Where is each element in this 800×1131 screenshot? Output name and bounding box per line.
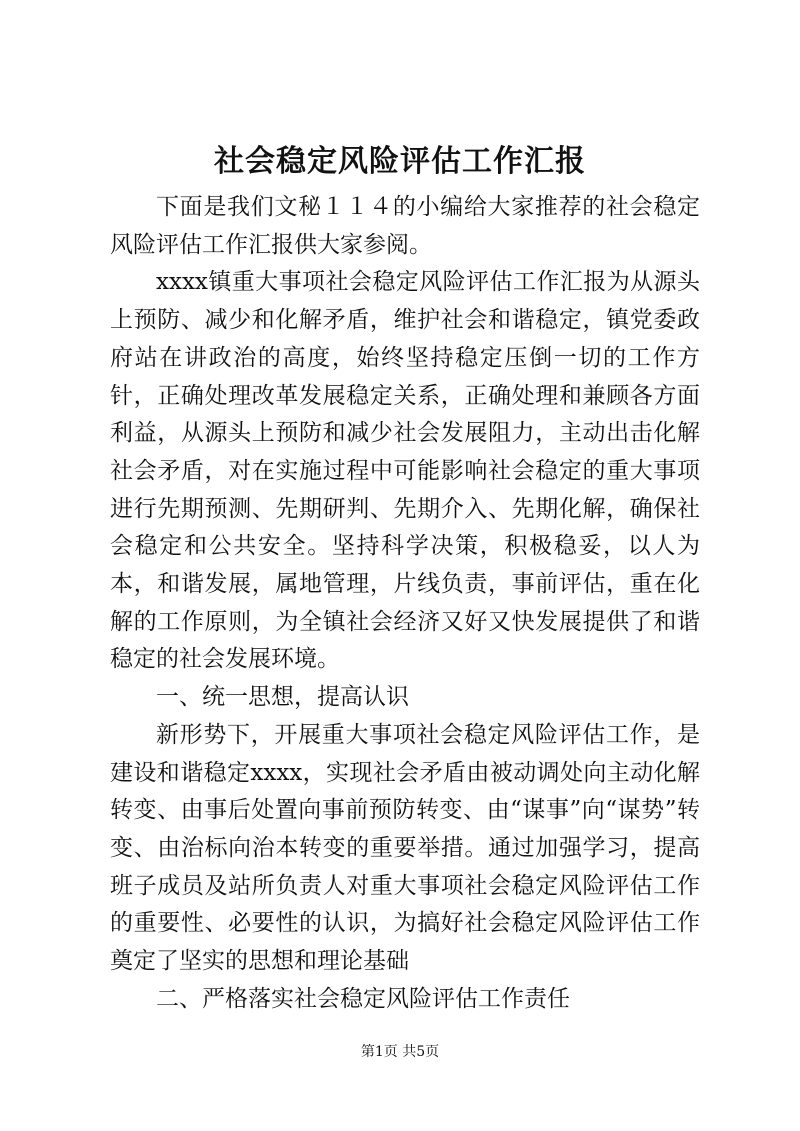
- section-heading-2: 二、严格落实社会稳定风险评估工作责任: [156, 985, 570, 1012]
- page-footer: 第1页 共5页: [360, 1044, 440, 1060]
- paragraph-section-1: 新形势下，开展重大事项社会稳定风险评估工作，是建设和谐稳定xxxx，实现社会矛盾由被动调处向主动化解转变、由事后处置向事前预防转变、由“谋事”向“谋势”转变、由治标向治本转变的重要举措。通过加强学习，提高班子成员及站所负责人对重大事项社会稳定风险评估工作的重要性、必要性的认识，为搞好社会稳定风险评估工作奠定了坚实的思想和理论基础: [110, 721, 700, 975]
- document-body: [110, 189, 700, 1018]
- section-heading-1: 一、统一思想，提高认识: [156, 684, 409, 711]
- paragraph-overview: xxxx镇重大事项社会稳定风险评估工作汇报为从源头上预防、减少和化解矛盾，维护社会和谐稳定，镇党委政府站在讲政治的高度，始终坚持稳定压倒一切的工作方针，正确处理改革发展稳定关系，正确处理和兼顾各方面利益，从源头上预防和减少社会发展阻力，主动出击化解社会矛盾，对在实施过程中可能影响社会稳定的重大事项进行先期预测、先期研判、先期介入、先期化解，确保社会稳定和公共安全。坚持科学决策，积极稳妥，以人为本，和谐发展，属地管理，片线负责，事前评估，重在化解的工作原则，为全镇社会经济又好又快发展提供了和谐稳定的社会发展环境。: [110, 269, 700, 673]
- document-title: 社会稳定风险评估工作汇报: [214, 144, 586, 179]
- paragraph-intro: 下面是我们文秘１１４的小编给大家推荐的社会稳定风险评估工作汇报供大家参阅。: [110, 194, 700, 258]
